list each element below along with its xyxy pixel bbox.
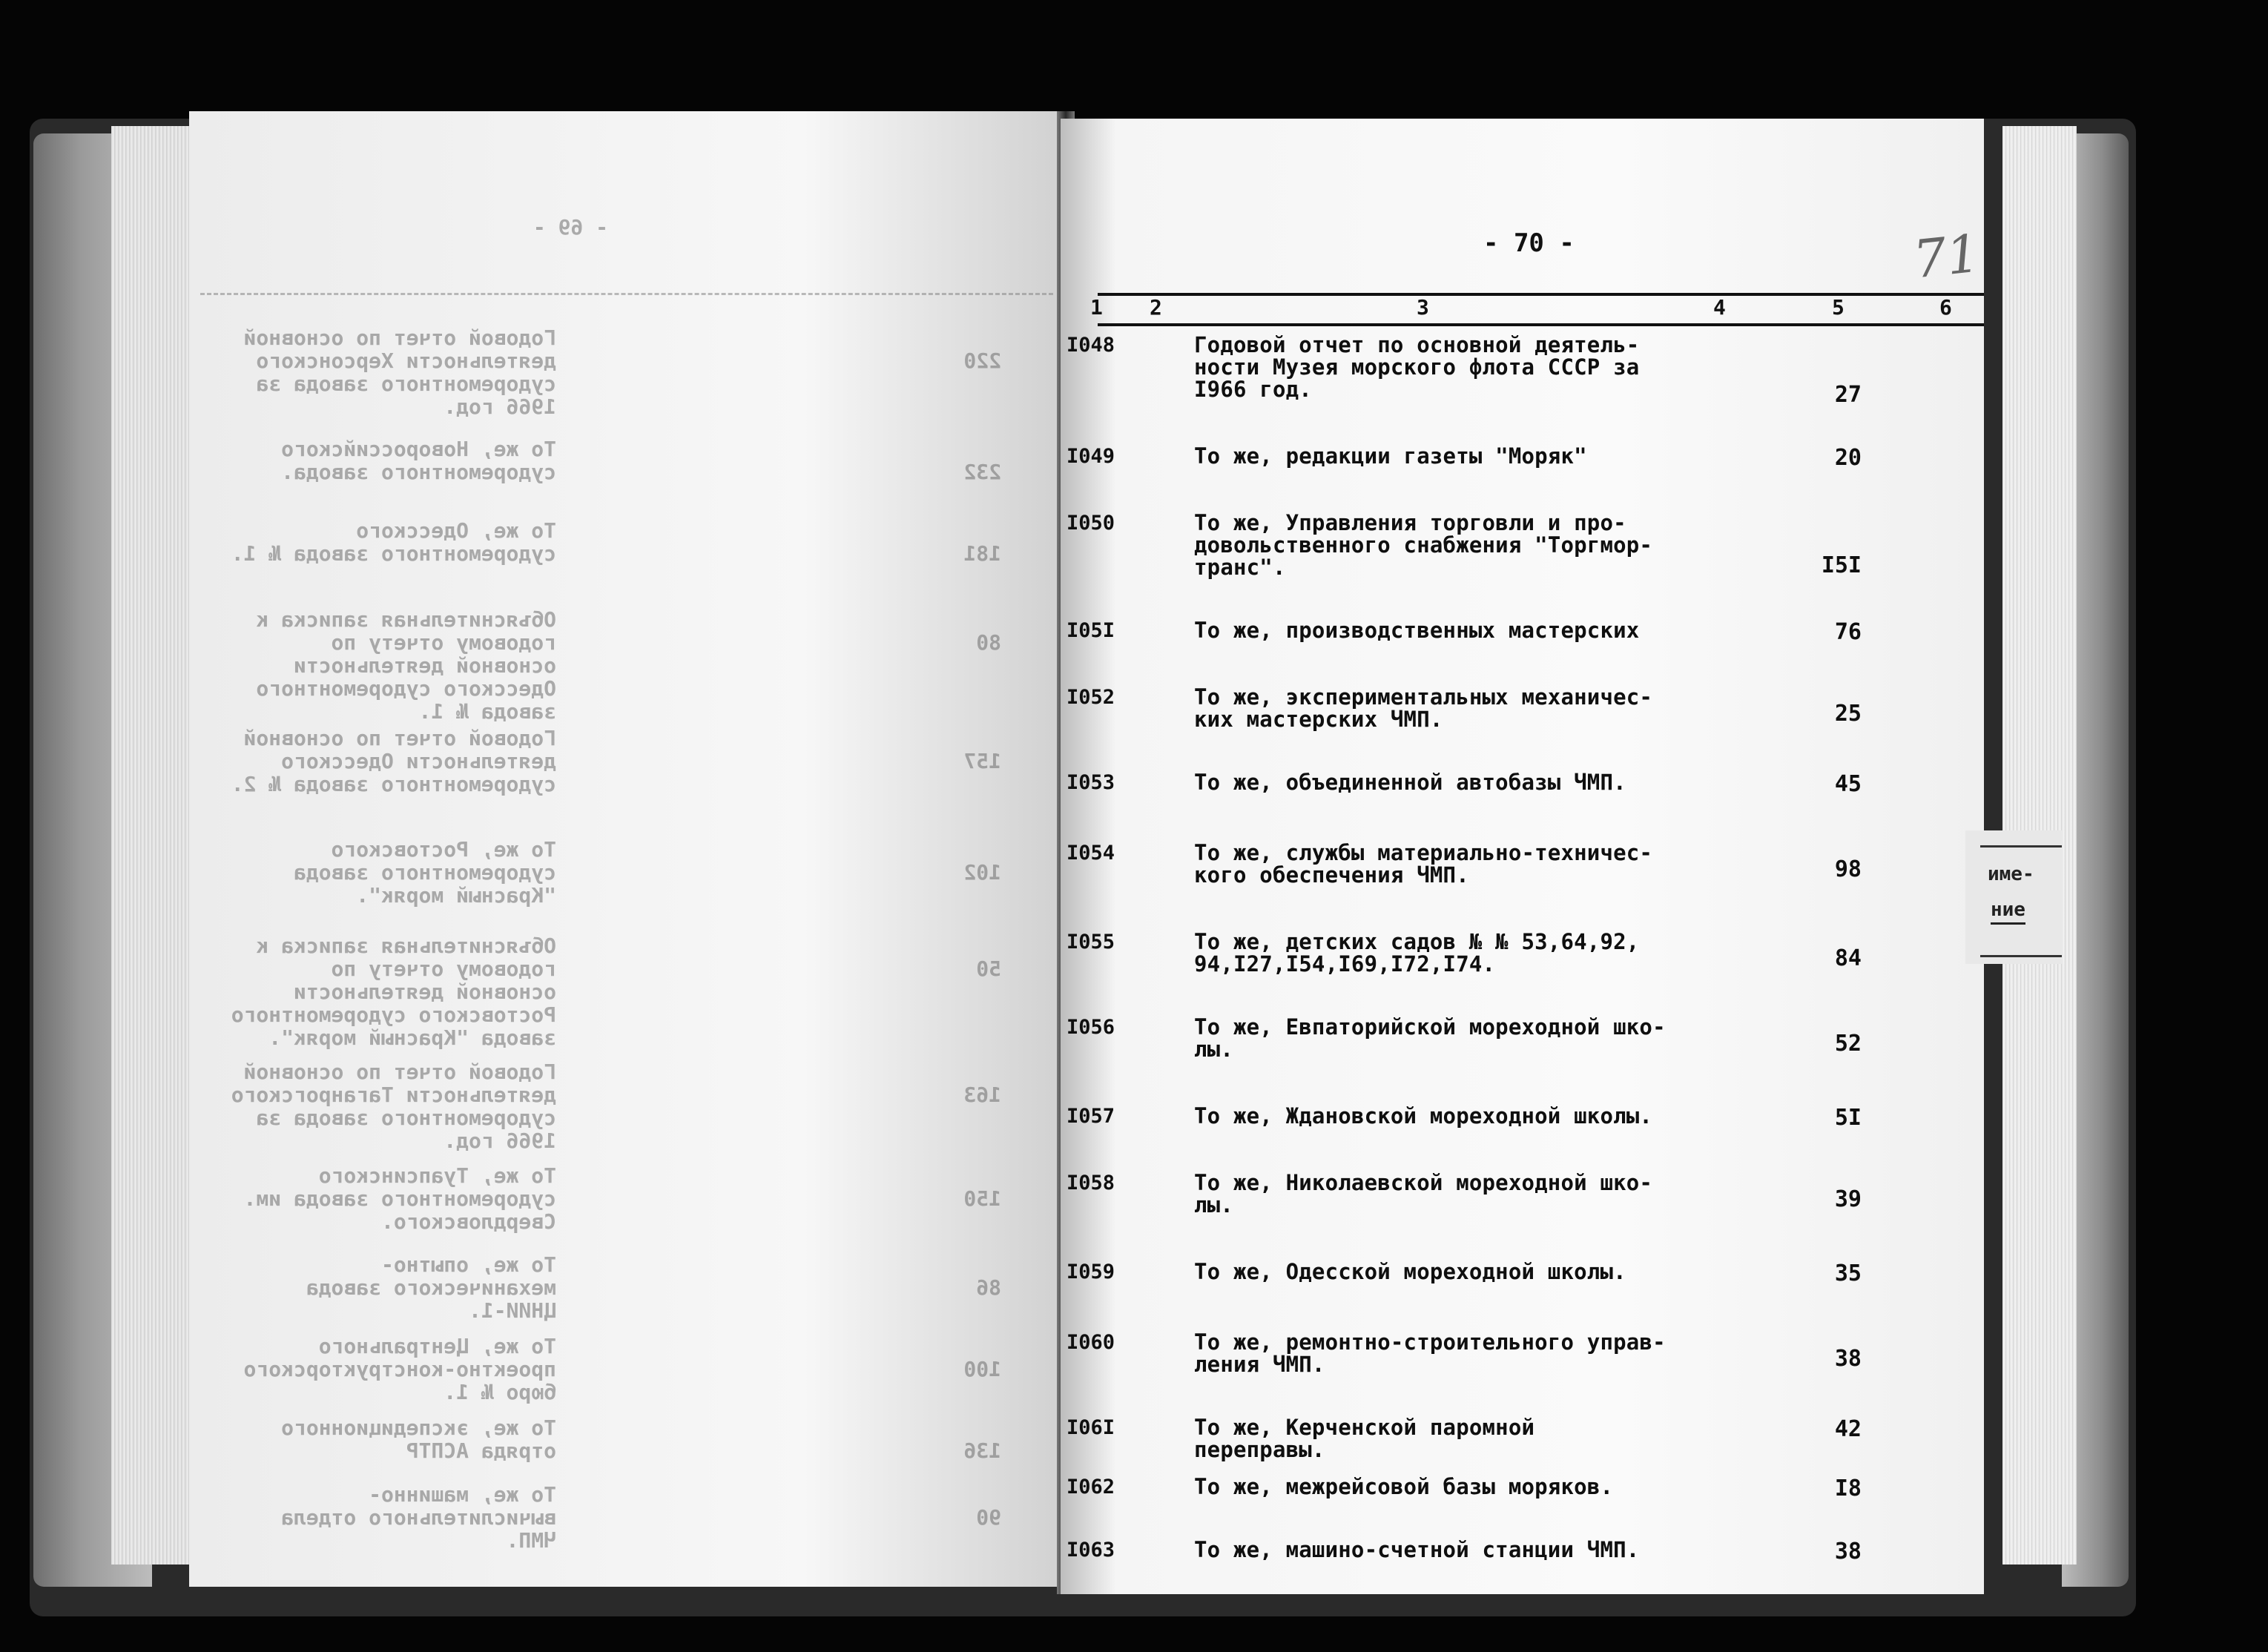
entry-number: I056 [1067,1016,1115,1039]
column-headers [1061,294,1984,323]
page-edges-left [111,126,200,1565]
entry-number: I06I [1067,1416,1115,1439]
column-header-2: 2 [1150,295,1162,320]
left-faded-entry: То же, Туапсинского судоремонтного завода им. Свердловского. [243,1163,556,1234]
left-header-rule [200,293,1053,295]
left-faded-sheet-count: 102 [963,860,1001,885]
left-faded-entry: То же, Ростовского судоремонтного завода "Красный моряк". [293,837,556,908]
left-faded-entry: Годовой отчет по основной деятельности Таганрогского судоремонтного завода за 1966 год. [231,1060,556,1153]
left-faded-sheet-count: 100 [963,1357,1001,1381]
left-faded-sheet-count: 80 [976,630,1001,655]
entry-number: I063 [1067,1539,1115,1562]
entry-title: То же, Николаевской мореходной шко- лы. [1194,1170,1653,1217]
entry-sheet-count: 84 [1834,945,1862,971]
entry-title: То же, ремонтно-строительного управ- ления ЧМП. [1194,1329,1666,1377]
entry-title: То же, службы материально-техничес- кого обеспечения ЧМП. [1194,840,1653,888]
entry-sheet-count: I8 [1834,1476,1862,1501]
left-faded-sheet-count: 136 [963,1438,1001,1463]
entry-title: То же, Керченской паромной переправы. [1194,1415,1535,1462]
column-header-6: 6 [1939,295,1952,320]
entry-title: То же, машино-счетной станции ЧМП. [1194,1537,1640,1562]
entry-number: I059 [1067,1261,1115,1283]
flap-rule-top [1980,845,2062,848]
left-faded-entry: То же, Центрального проектно-конструкторского бюро № 1. [243,1334,556,1404]
entry-number: I060 [1067,1331,1115,1354]
column-header-1: 1 [1090,295,1103,320]
entry-number: I057 [1067,1105,1115,1128]
entry-title: То же, объединенной автобазы ЧМП. [1194,770,1626,795]
entry-title: То же, Ждановской мореходной школы. [1194,1103,1653,1129]
left-faded-sheet-count: 163 [963,1083,1001,1107]
column-header-3: 3 [1417,295,1429,320]
left-faded-entry: Годовой отчет по основной деятельности Херсонского судоремонтного завода за 1966 год. [243,326,556,419]
entry-title: То же, межрейсовой базы моряков. [1194,1474,1614,1499]
entry-sheet-count: 35 [1834,1261,1862,1286]
left-faded-sheet-count: 50 [976,956,1001,981]
entry-sheet-count: 38 [1834,1346,1862,1372]
entry-title: Годовой отчет по основной деятель- ности Музея морского флота СССР за I966 год. [1194,332,1640,402]
flap-rule-bottom [1980,955,2062,957]
entry-title: То же, детских садов № № 53,64,92, 94,I27,I54,I69,I72,I74. [1194,929,1640,977]
left-faded-sheet-count: 157 [963,749,1001,773]
entry-sheet-count: 42 [1834,1416,1862,1442]
entry-sheet-count: 52 [1834,1031,1862,1057]
entry-number: I058 [1067,1172,1115,1195]
archive-folio-number: 71 [1910,222,1983,291]
right-page [1061,119,1984,1594]
entry-number: I055 [1067,931,1115,954]
left-page-bleed-through [189,111,1068,1587]
entry-sheet-count: 45 [1834,771,1862,797]
left-faded-entry: То же, опытно-механического завода ЦНИИ-1. [306,1252,556,1323]
left-faded-entry: Объяснительная записка к годовому отчету по основной деятельности Одесского судоремонтного завода № 1. [256,607,556,724]
left-faded-entry: Объяснительная записка к годовому отчету по основной деятельности Ростовского судоремонтного завода "Красный моряк". [231,934,556,1050]
entry-sheet-count: 98 [1834,856,1862,882]
left-faded-entry: То же, машинно-вычислительного отдела ЧМП. [281,1482,556,1553]
entry-title: То же, экспериментальных механичес- ких мастерских ЧМП. [1194,684,1653,732]
left-page [189,111,1068,1587]
entry-sheet-count: 25 [1834,701,1862,727]
left-faded-sheet-count: 90 [976,1505,1001,1530]
entry-number: I052 [1067,686,1115,709]
column-header-4: 4 [1713,295,1726,320]
entry-number: I053 [1067,771,1115,794]
entry-number: I054 [1067,842,1115,865]
left-faded-sheet-count: 232 [963,460,1001,484]
left-faded-entry: То же, Новороссийского судоремонтного завода. [281,437,556,484]
entry-number: I048 [1067,334,1115,357]
flap-text-1: име- [1988,863,2034,885]
left-faded-sheet-count: 150 [963,1186,1001,1211]
entry-sheet-count: 39 [1834,1186,1862,1212]
column-header-5: 5 [1832,295,1845,320]
left-faded-entry: Годовой отчет по основной деятельности Одесского судоремонтного завода № 2. [231,726,556,796]
left-faded-sheet-count: 181 [963,541,1001,566]
header-rule-bottom [1098,323,1984,326]
entry-number: I050 [1067,512,1115,535]
folded-page-flap [1965,830,2062,964]
left-faded-entry: То же, Одесского судоремонтного завода № 1. [231,518,556,566]
entry-sheet-count: 76 [1834,619,1862,645]
entry-number: I062 [1067,1476,1115,1499]
left-faded-sheet-count: 86 [976,1275,1001,1300]
entry-sheet-count: I5I [1821,552,1862,578]
entry-title: То же, Управления торговли и про- довольственного снабжения "Торгмор- транс". [1194,510,1653,580]
left-page-number: - 69 - [533,215,608,239]
page-number: - 70 - [1483,228,1575,258]
entry-title: То же, производственных мастерских [1194,618,1640,643]
entry-title: То же, Евпаторийской мореходной шко- лы. [1194,1014,1666,1062]
entry-title: То же, Одесской мореходной школы. [1194,1259,1626,1284]
entry-title: То же, редакции газеты "Моряк" [1194,443,1587,469]
entry-sheet-count: 38 [1834,1539,1862,1565]
entry-number: I049 [1067,445,1115,468]
left-faded-sheet-count: 220 [963,348,1001,373]
entry-sheet-count: 27 [1834,382,1862,408]
entry-sheet-count: 20 [1834,445,1862,471]
left-faded-entry: То же, экспедиционного отряда АСПТР [281,1415,556,1463]
entry-number: I05I [1067,619,1115,642]
flap-text-2: ние [1991,899,2025,925]
entry-sheet-count: 5I [1834,1105,1862,1131]
